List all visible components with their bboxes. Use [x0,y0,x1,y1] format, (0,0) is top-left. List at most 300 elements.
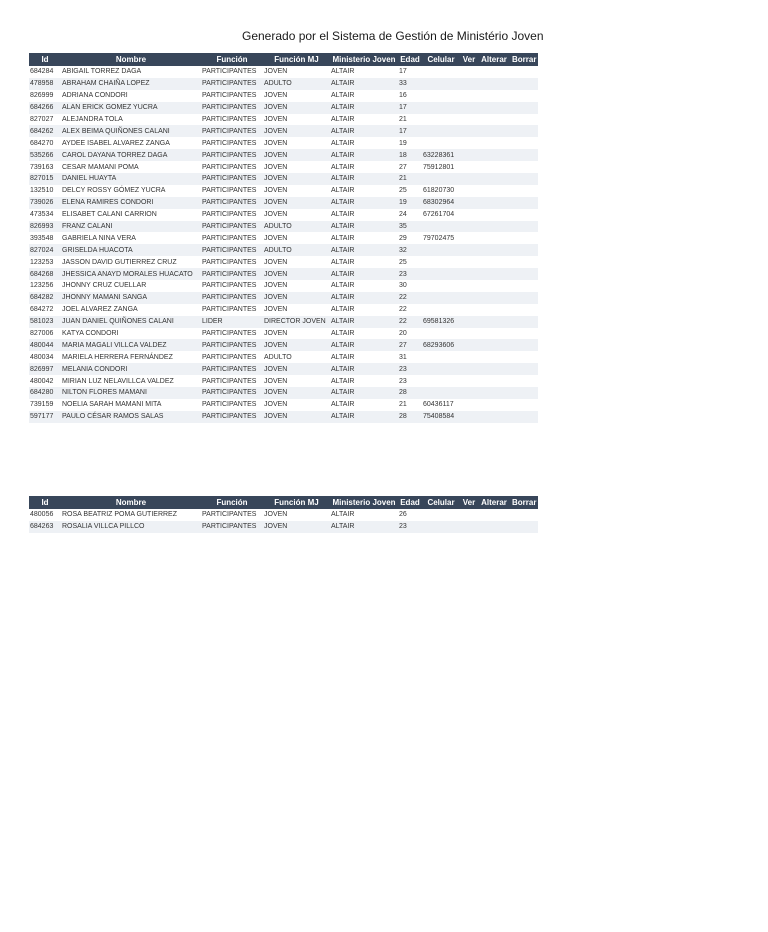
cell-nombre: PAULO CÉSAR RAMOS SALAS [61,411,201,423]
cell-alterar[interactable] [478,292,510,304]
cell-funcion: PARTICIPANTES [201,292,263,304]
cell-ver[interactable] [460,161,478,173]
cell-ver[interactable] [460,256,478,268]
cell-celular [422,375,460,387]
table-row [29,387,538,399]
cell-ver[interactable] [460,411,478,423]
cell-nombre: CAROL DAYANA TORREZ DAGA [61,149,201,161]
cell-celular [422,137,460,149]
cell-ministerio-joven: ALTAIR [331,211,355,219]
column-header-borrar: Borrar [512,55,537,64]
cell-borrar[interactable] [510,509,538,521]
cell-borrar[interactable] [510,185,538,197]
cell-funcion: PARTICIPANTES [202,234,257,242]
cell-id: 827024 [29,244,61,256]
cell-edad: 22 [399,306,407,314]
cell-nombre: ABRAHAM CHAIÑA LOPEZ [61,78,201,90]
cell-ver[interactable] [460,66,478,78]
table-body [29,66,538,423]
table-row [29,197,538,209]
column-header-id: Id [29,53,61,66]
cell-edad: 25 [399,258,407,266]
table-row [29,411,538,423]
cell-alterar[interactable] [478,280,510,292]
cell-alterar[interactable] [478,137,510,149]
cell-ministerio-joven: ALTAIR [330,339,398,351]
cell-id: 473534 [30,211,54,219]
cell-nombre: ADRIANA CONDORI [62,92,128,100]
cell-borrar[interactable] [510,351,538,363]
cell-ver[interactable] [460,521,478,533]
cell-alterar[interactable] [478,521,510,533]
cell-ministerio-joven: ALTAIR [331,92,355,100]
cell-nombre: JOEL ALVAREZ ZANGA [62,306,138,314]
cell-id: 478958 [29,78,61,90]
cell-ministerio-joven: ALTAIR [330,149,398,161]
cell-borrar[interactable] [510,328,538,340]
cell-funcion: PARTICIPANTES [202,306,257,314]
cell-nombre: MARIA MAGALI VILLCA VALDEZ [61,339,201,351]
cell-ministerio-joven: ALTAIR [330,78,398,90]
cell-ministerio-joven: ALTAIR [330,221,398,233]
cell-funcion: PARTICIPANTES [202,139,257,147]
cell-nombre: DELCY ROSSY GÓMEZ YUCRA [62,187,166,195]
cell-alterar[interactable] [478,161,510,173]
table-row [29,316,538,328]
column-header-funcion-mj: Función MJ [263,53,330,66]
cell-funcion: PARTICIPANTES [201,339,263,351]
cell-id: 684262 [29,125,61,137]
cell-borrar[interactable] [510,173,538,185]
table-row [29,256,538,268]
cell-edad: 35 [398,221,422,233]
table-row [29,399,538,411]
cell-alterar[interactable] [478,66,510,78]
cell-borrar[interactable] [510,125,538,137]
cell-borrar[interactable] [510,316,538,328]
cell-nombre: JHESSICA ANAYD MORALES HUACATO [61,268,201,280]
cell-ver[interactable] [460,90,478,102]
cell-borrar[interactable] [510,209,538,221]
table-row [29,125,538,137]
column-header-nombre: Nombre [61,496,201,509]
cell-alterar[interactable] [478,351,510,363]
table-row [29,280,538,292]
cell-ver[interactable] [460,363,478,375]
cell-ministerio-joven: ALTAIR [330,102,398,114]
cell-funcion: PARTICIPANTES [201,149,263,161]
table-row [29,351,538,363]
cell-funcion: PARTICIPANTES [201,173,263,185]
cell-funcion-mj: ADULTO [263,244,330,256]
cell-alterar[interactable] [478,125,510,137]
cell-nombre: ELISABET CALANI CARRION [62,211,157,219]
cell-ministerio-joven: ALTAIR [330,387,398,399]
table-row [29,244,538,256]
cell-ver[interactable] [460,197,478,209]
column-header-funcion: Función [201,496,263,509]
cell-nombre: JASSON DAVID GUTIERREZ CRUZ [62,258,177,266]
cell-borrar[interactable] [510,221,538,233]
cell-borrar[interactable] [510,137,538,149]
cell-id: 684263 [29,521,61,533]
cell-edad: 16 [399,92,407,100]
cell-alterar[interactable] [478,149,510,161]
cell-nombre: DANIEL HUAYTA [61,173,201,185]
cell-celular [422,173,460,185]
cell-borrar[interactable] [510,411,538,423]
cell-ver[interactable] [460,328,478,340]
cell-celular [422,244,460,256]
cell-funcion: PARTICIPANTES [201,387,263,399]
table-row [29,90,538,102]
cell-edad: 22 [398,292,422,304]
cell-celular [422,363,460,375]
cell-funcion-mj: JOVEN [263,173,330,185]
cell-funcion-mj: JOVEN [264,92,288,100]
cell-borrar[interactable] [510,375,538,387]
cell-ver[interactable] [460,137,478,149]
cell-borrar[interactable] [510,256,538,268]
column-header-celular: Celular [422,53,460,66]
cell-edad: 23 [399,377,407,385]
cell-ver[interactable] [460,304,478,316]
cell-ver[interactable] [460,292,478,304]
cell-funcion-mj: JOVEN [263,292,330,304]
cell-id: 535266 [29,149,61,161]
column-header-edad: Edad [398,53,422,66]
table-row [29,173,538,185]
cell-id: 684270 [30,139,54,147]
cell-celular: 68293606 [422,339,460,351]
cell-funcion-mj: JOVEN [263,102,330,114]
cell-id: 123253 [30,258,54,266]
cell-ver[interactable] [460,509,478,521]
cell-funcion-mj: JOVEN [264,377,288,385]
cell-funcion-mj: ADULTO [264,353,292,361]
column-header-funcion-mj: Función MJ [263,496,330,509]
cell-alterar[interactable] [478,509,510,521]
cell-funcion-mj: JOVEN [264,68,288,76]
cell-alterar[interactable] [478,316,510,328]
cell-edad: 21 [399,401,407,409]
cell-nombre: GRISELDA HUACOTA [61,244,201,256]
cell-alterar[interactable] [478,268,510,280]
cell-nombre: MIRIAN LUZ NELAVILLCA VALDEZ [62,377,174,385]
table-row [29,221,538,233]
cell-funcion-mj: JOVEN [264,258,288,266]
cell-celular [422,268,460,280]
cell-ministerio-joven: ALTAIR [331,282,355,290]
cell-funcion: PARTICIPANTES [202,401,257,409]
cell-ver[interactable] [460,209,478,221]
cell-celular: 75408584 [422,411,460,423]
cell-ministerio-joven: ALTAIR [330,244,398,256]
cell-celular [422,90,460,102]
cell-nombre: CESAR MAMANI POMA [62,163,139,171]
cell-funcion-mj: JOVEN [263,339,330,351]
report-title-text: Generado por el Sistema de Gestión de Ministério Joven [242,29,544,43]
cell-borrar[interactable] [510,304,538,316]
cell-edad: 23 [398,521,422,533]
cell-funcion: PARTICIPANTES [202,330,257,338]
cell-funcion-mj: JOVEN [263,125,330,137]
cell-funcion-mj: DIRECTOR JOVEN [263,316,330,328]
cell-funcion: PARTICIPANTES [201,78,263,90]
cell-alterar[interactable] [478,363,510,375]
cell-ministerio-joven: ALTAIR [330,268,398,280]
cell-ver[interactable] [460,173,478,185]
cell-alterar[interactable] [478,411,510,423]
cell-edad: 21 [398,173,422,185]
cell-nombre: JHONNY MAMANI SANGA [61,292,201,304]
cell-ministerio-joven: ALTAIR [331,401,355,409]
cell-nombre: ELENA RAMIRES CONDORI [61,197,201,209]
cell-alterar[interactable] [478,387,510,399]
cell-id: 684272 [30,306,54,314]
cell-funcion-mj: JOVEN [264,163,288,171]
cell-ver[interactable] [460,114,478,126]
cell-ministerio-joven: ALTAIR [330,521,398,533]
cell-funcion: PARTICIPANTES [201,363,263,375]
cell-celular [422,521,460,533]
cell-celular: 67261704 [423,211,455,219]
cell-funcion-mj: JOVEN [263,149,330,161]
cell-funcion-mj: ADULTO [263,78,330,90]
cell-borrar[interactable] [510,232,538,244]
table-row [29,114,538,126]
cell-nombre: ALEX BEIMA QUIÑONES CALANI [61,125,201,137]
cell-id: 826993 [29,221,61,233]
cell-funcion: LIDER [201,316,263,328]
cell-ver[interactable] [460,232,478,244]
cell-ver[interactable] [460,78,478,90]
cell-borrar[interactable] [510,363,538,375]
cell-funcion-mj: JOVEN [264,234,288,242]
cell-nombre: AYDEE ISABEL ALVAREZ ZANGA [62,139,170,147]
cell-ministerio-joven: ALTAIR [330,125,398,137]
cell-ver[interactable] [460,102,478,114]
cell-alterar[interactable] [478,197,510,209]
cell-celular [422,387,460,399]
cell-ver[interactable] [460,149,478,161]
cell-celular [422,125,460,137]
members-table-page-2 [29,496,538,533]
cell-ministerio-joven: ALTAIR [330,197,398,209]
cell-funcion-mj: JOVEN [263,411,330,423]
cell-nombre: ROSA BEATRIZ POMA GUTIERREZ [62,511,177,519]
cell-borrar[interactable] [510,66,538,78]
cell-alterar[interactable] [478,102,510,114]
cell-celular [422,256,460,268]
cell-borrar[interactable] [510,114,538,126]
cell-celular [422,328,460,340]
cell-nombre: MARIELA HERRERA FERNÁNDEZ [62,353,173,361]
column-header-ministerio-joven: Ministerio Joven [330,53,398,66]
cell-funcion-mj: JOVEN [264,306,288,314]
cell-alterar[interactable] [478,209,510,221]
cell-borrar[interactable] [510,102,538,114]
cell-nombre: ALEJANDRA TOLA [62,116,123,123]
cell-edad: 20 [399,330,407,338]
cell-nombre: ROSALIA VILLCA PILLCO [61,521,201,533]
cell-ver[interactable] [460,244,478,256]
table-row [29,149,538,161]
cell-ver[interactable] [460,316,478,328]
cell-edad: 21 [399,116,407,123]
cell-celular: 69581326 [422,316,460,328]
cell-nombre: ALAN ERICK GOMEZ YUCRA [61,102,201,114]
cell-alterar[interactable] [478,328,510,340]
cell-funcion: PARTICIPANTES [201,411,263,423]
cell-funcion-mj: JOVEN [263,268,330,280]
cell-alterar[interactable] [478,232,510,244]
cell-ministerio-joven: ALTAIR [331,163,355,171]
cell-celular [422,114,460,126]
cell-borrar[interactable] [510,149,538,161]
cell-ministerio-joven: ALTAIR [330,316,398,328]
cell-ver[interactable] [460,268,478,280]
cell-edad: 23 [398,363,422,375]
table-row [29,102,538,114]
cell-celular: 63228361 [422,149,460,161]
cell-edad: 28 [398,411,422,423]
column-header-ver: Ver [460,496,478,509]
cell-borrar[interactable] [510,78,538,90]
cell-edad: 23 [398,268,422,280]
cell-borrar[interactable] [510,161,538,173]
cell-funcion: PARTICIPANTES [202,258,257,266]
cell-alterar[interactable] [478,339,510,351]
cell-ministerio-joven: ALTAIR [331,139,355,147]
cell-alterar[interactable] [478,78,510,90]
cell-nombre: GABRIELA NINA VERA [62,234,136,242]
table-row [29,339,538,351]
cell-edad: 28 [398,387,422,399]
cell-id: 826997 [29,363,61,375]
cell-id: 739159 [30,401,54,409]
cell-edad: 17 [398,102,422,114]
cell-funcion-mj: JOVEN [264,116,288,123]
cell-alterar[interactable] [478,185,510,197]
table-row [29,375,538,387]
table-row [29,363,538,375]
cell-ministerio-joven: ALTAIR [330,292,398,304]
cell-edad: 25 [399,187,407,195]
table-row [29,66,538,78]
cell-id: 826999 [30,92,54,100]
cell-ver[interactable] [460,125,478,137]
cell-borrar[interactable] [510,268,538,280]
cell-alterar[interactable] [478,256,510,268]
cell-celular: 61820730 [423,187,455,195]
cell-borrar[interactable] [510,90,538,102]
column-header-alterar: Alterar [478,53,510,66]
cell-nombre: JUAN DANIEL QUIÑONES CALANI [61,316,201,328]
cell-celular: 75912801 [423,163,455,171]
cell-alterar[interactable] [478,244,510,256]
cell-celular [422,102,460,114]
cell-borrar[interactable] [510,244,538,256]
cell-funcion-mj: JOVEN [264,187,288,195]
cell-ministerio-joven: ALTAIR [330,411,398,423]
column-header-id: Id [29,496,61,509]
table-row [29,521,538,533]
cell-ver[interactable] [460,351,478,363]
cell-funcion: PARTICIPANTES [202,187,257,195]
cell-funcion: PARTICIPANTES [202,353,257,361]
cell-borrar[interactable] [510,197,538,209]
table-row [29,209,538,221]
cell-nombre: ABIGAIL TORREZ DAGA [62,68,142,76]
cell-id: 684268 [29,268,61,280]
cell-funcion-mj: JOVEN [263,363,330,375]
cell-borrar[interactable] [510,280,538,292]
cell-funcion-mj: JOVEN [264,139,288,147]
cell-id: 827006 [30,330,54,338]
cell-funcion-mj: JOVEN [263,521,330,533]
table-row [29,78,538,90]
cell-nombre: NOELIA SARAH MAMANI MITA [62,401,162,409]
cell-edad: 19 [399,139,407,147]
cell-ver[interactable] [460,185,478,197]
cell-nombre: JHONNY CRUZ CUELLAR [62,282,147,290]
cell-id: 827015 [29,173,61,185]
cell-funcion: PARTICIPANTES [201,221,263,233]
cell-alterar[interactable] [478,221,510,233]
cell-funcion-mj: JOVEN [264,282,288,290]
cell-alterar[interactable] [478,304,510,316]
cell-id: 480042 [30,377,54,385]
cell-ministerio-joven: ALTAIR [331,187,355,195]
cell-ver[interactable] [460,339,478,351]
cell-ver[interactable] [460,221,478,233]
cell-borrar[interactable] [510,399,538,411]
cell-alterar[interactable] [478,399,510,411]
cell-funcion-mj: ADULTO [263,221,330,233]
cell-edad: 22 [398,316,422,328]
cell-edad: 24 [399,211,407,219]
table-row [29,137,538,149]
cell-funcion-mj: JOVEN [264,330,288,338]
cell-borrar[interactable] [510,521,538,533]
cell-ver[interactable] [460,399,478,411]
cell-ver[interactable] [460,387,478,399]
column-header-ver: Ver [460,53,478,66]
table-row [29,304,538,316]
cell-borrar[interactable] [510,292,538,304]
cell-alterar[interactable] [478,90,510,102]
cell-ver[interactable] [460,375,478,387]
cell-alterar[interactable] [478,114,510,126]
cell-funcion: PARTICIPANTES [201,197,263,209]
cell-funcion: PARTICIPANTES [201,268,263,280]
cell-ver[interactable] [460,280,478,292]
cell-borrar[interactable] [510,339,538,351]
cell-alterar[interactable] [478,375,510,387]
column-header-borrar: Borrar [512,498,537,507]
column-header-funcion: Función [201,53,263,66]
cell-edad: 17 [398,125,422,137]
cell-id: 739026 [29,197,61,209]
cell-funcion: PARTICIPANTES [202,116,257,123]
cell-borrar[interactable] [510,387,538,399]
cell-edad: 17 [399,68,407,76]
cell-alterar[interactable] [478,173,510,185]
cell-funcion-mj: JOVEN [263,387,330,399]
cell-nombre: FRANZ CALANI [61,221,201,233]
table-row [29,509,538,521]
